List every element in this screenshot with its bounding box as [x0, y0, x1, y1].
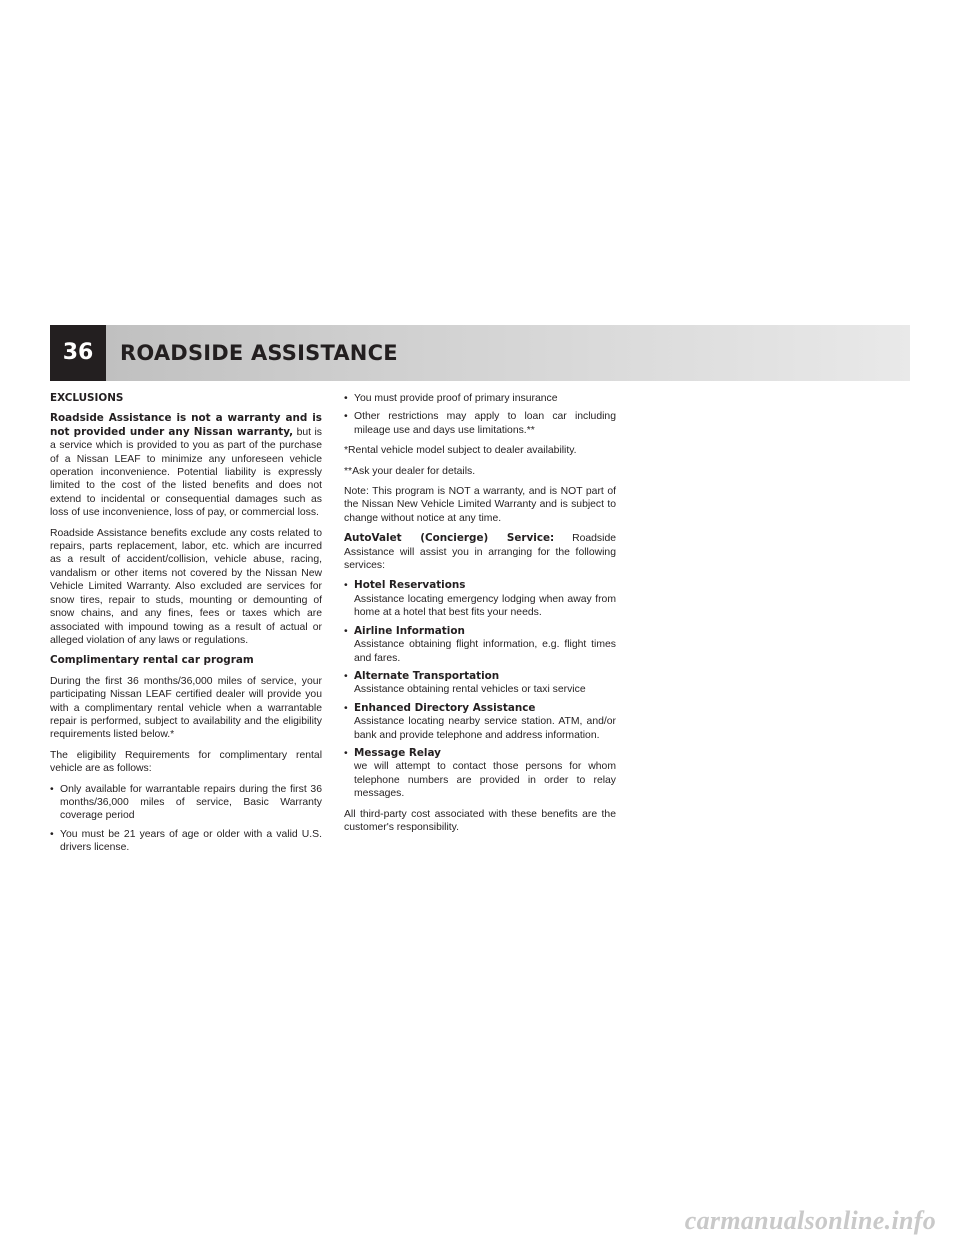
service-title: Hotel Reservations [354, 579, 466, 592]
list-item [50, 783, 322, 823]
list-item [50, 828, 322, 855]
service-item [344, 670, 616, 697]
list-item-text: Only available for warrantable repairs during the first 36 months/36,000 miles of service, Basic Warranty coverage period [60, 783, 322, 822]
service-description: Assistance obtaining flight information, e.g. flight times and fares. [354, 639, 616, 664]
exclusions-costs-paragraph: Roadside Assistance benefits exclude any costs related to repairs, parts replacement, labor, etc. which are incurred as a result of accident/collision, vehicle abuse, racing, vandalism or other items not covered by the Nissan New Vehicle Limited Warranty. Also excluded are services for snow tires, repair to studs, mounting or demounting of snow chains, and any fines, fees or taxes which are associated with impound towing as a result of actual or alleged violation of any laws or regulations. [50, 527, 322, 646]
service-description: we will attempt to contact those persons for whom telephone numbers are provided in order to relay messages. [354, 761, 616, 800]
bullet-icon: • [344, 702, 348, 714]
rental-program-paragraph: During the first 36 months/36,000 miles of service, your participating Nissan LEAF certified dealer will provide you with a complimentary rental vehicle when a warrantable repair is performed, subject to availability and the eligibility requirements listed below.* [50, 675, 322, 741]
exclusions-heading: EXCLUSIONS [50, 392, 124, 404]
bullet-icon: • [344, 580, 348, 592]
bullet-icon: • [344, 625, 348, 637]
service-description: Assistance obtaining rental vehicles or taxi service [354, 684, 586, 696]
bullet-icon: • [344, 670, 348, 682]
service-item [344, 625, 616, 665]
exclusions-text: but is a service which is provided to you as part of the purchase of a Nissan LEAF to minimize any unforeseen vehicle operation inconvenience. Potential liability is expressly limited to the cost of the listed benefits and does not extend to incidental or consequential damages such as loss of use inconvenience, loss of pay, or commercial loss. [50, 426, 322, 519]
bullet-icon: • [50, 828, 54, 840]
services-list [344, 579, 616, 800]
list-item [344, 392, 616, 405]
service-item [344, 579, 616, 619]
eligibility-list [50, 783, 322, 855]
rental-program-heading: Complimentary rental car program [50, 654, 254, 667]
eligibility-list-continued [344, 392, 616, 437]
closing-paragraph: All third-party cost associated with these benefits are the customer's responsibility. [344, 808, 616, 833]
exclusions-bold-lead: Roadside Assistance is not a warranty and is not provided under any Nissan warranty, [50, 412, 322, 438]
right-column [344, 392, 616, 841]
page-number: 36 [50, 325, 106, 381]
list-item-text: You must provide proof of primary insurance [354, 393, 558, 404]
watermark: carmanualsonline.info [684, 1206, 936, 1235]
service-item [344, 747, 616, 801]
service-title: Alternate Transportation [354, 669, 500, 682]
bullet-icon: • [344, 411, 348, 423]
section-title: ROADSIDE ASSISTANCE [120, 341, 398, 365]
service-title: Airline Information [354, 624, 465, 637]
eligibility-intro: The eligibility Requirements for complimentary rental vehicle are as follows: [50, 749, 322, 775]
service-title: Enhanced Directory Assistance [354, 701, 536, 714]
exclusions-paragraph [50, 412, 322, 519]
rental-footnote: *Rental vehicle model subject to dealer availability. [344, 445, 577, 457]
list-item-text: You must be 21 years of age or older with a valid U.S. drivers license. [60, 828, 322, 854]
dealer-footnote: **Ask your dealer for details. [344, 465, 476, 477]
autovalet-paragraph [344, 532, 616, 572]
autovalet-bold-lead: AutoValet (Concierge) Service: [344, 532, 555, 545]
service-description: Assistance locating emergency lodging when away from home at a hotel that best fits your needs. [354, 593, 616, 619]
left-column [50, 392, 322, 862]
bullet-icon: • [344, 393, 348, 404]
list-item-text: Other restrictions may apply to loan car including mileage use and days use limitations.** [354, 411, 616, 436]
bullet-icon: • [344, 747, 348, 759]
bullet-icon: • [50, 783, 54, 795]
list-item [344, 410, 616, 437]
autovalet-text: Roadside Assistance will assist you in arranging for the following services: [344, 533, 616, 572]
section-header-bar [50, 325, 910, 381]
service-item [344, 702, 616, 742]
service-description: Assistance locating nearby service station. ATM, and/or bank and provide telephone and address information. [354, 716, 616, 741]
program-note: Note: This program is NOT a warranty, and is NOT part of the Nissan New Vehicle Limited Warranty and is subject to change without notice at any time. [344, 486, 616, 524]
service-title: Message Relay [354, 746, 441, 759]
